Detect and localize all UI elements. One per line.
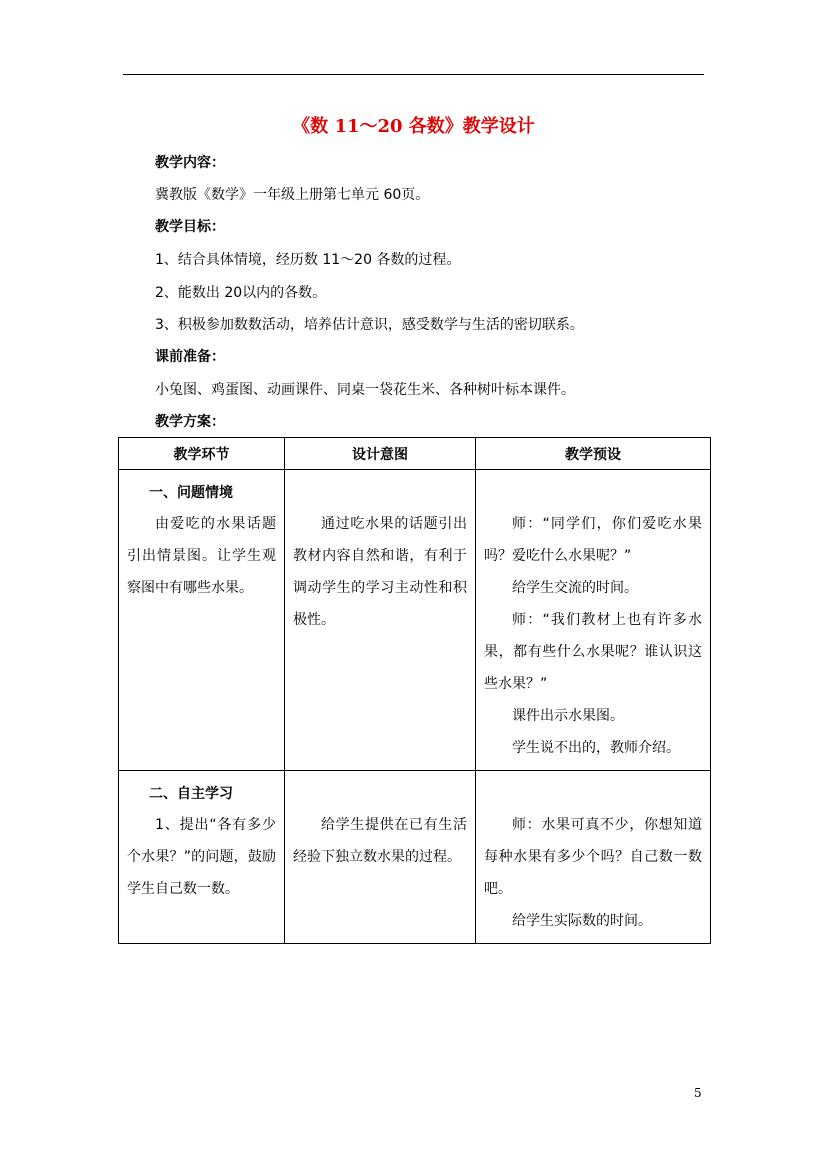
preset-line: 师：水果可真不少，你想知道每种水果有多少个吗？自己数一数吧。 [484, 817, 702, 897]
column-header: 设计意图 [285, 438, 476, 470]
plan-table [118, 437, 711, 944]
preset-line: 给学生交流的时间。 [512, 580, 638, 596]
stage-text: 1、提出“各有多少个水果？”的问题，鼓励学生自己数一数。 [127, 817, 276, 897]
preset-line: 课件出示水果图。 [512, 708, 624, 724]
content-heading: 教学内容： [155, 155, 225, 171]
page-number: 5 [694, 1086, 702, 1100]
preset-line: 师：“我们教材上也有许多水果，都有些什么水果呢？谁认识这些水果？” [484, 612, 702, 692]
intent-cell [285, 470, 476, 771]
content-text: 冀教版《数学》一年级上册第七单元 60页。 [155, 187, 430, 203]
stage-text: 由爱吃的水果话题引出情景图。让学生观察图中有哪些水果。 [127, 516, 276, 596]
preset-cell [476, 470, 711, 771]
intent-text: 给学生提供在已有生活经验下独立数水果的过程。 [293, 817, 467, 865]
goals-heading: 教学目标： [155, 219, 225, 235]
goal-item: 2、能数出 20以内的各数。 [155, 285, 327, 301]
stage-title: 二、自主学习 [149, 786, 233, 802]
preparation-heading: 课前准备： [155, 349, 225, 365]
intent-text: 通过吃水果的话题引出教材内容自然和谐，有利于调动学生的学习主动性和积极性。 [293, 516, 467, 628]
table-row [119, 470, 711, 771]
plan-heading: 教学方案： [155, 414, 225, 430]
table-row [119, 771, 711, 944]
stage-title: 一、问题情境 [149, 485, 233, 501]
header-rule [123, 74, 704, 75]
column-header: 教学环节 [119, 438, 285, 470]
preset-line: 给学生实际数的时间。 [512, 913, 652, 929]
column-header: 教学预设 [476, 438, 711, 470]
preset-line: 学生说不出的，教师介绍。 [512, 740, 680, 756]
goal-item: 3、积极参加数数活动，培养估计意识，感受数学与生活的密切联系。 [155, 317, 584, 333]
stage-cell [119, 470, 285, 771]
table-header-row [119, 438, 711, 470]
stage-cell [119, 771, 285, 944]
preparation-text: 小兔图、鸡蛋图、动画课件、同桌一袋花生米、各种树叶标本课件。 [155, 382, 575, 398]
preset-cell [476, 771, 711, 944]
preset-line: 师：“同学们，你们爱吃水果吗？爱吃什么水果呢？” [484, 516, 702, 564]
goal-item: 1、结合具体情境，经历数 11～20 各数的过程。 [155, 252, 461, 268]
document-title: 《数 11～20 各数》教学设计 [292, 116, 535, 137]
intent-cell [285, 771, 476, 944]
